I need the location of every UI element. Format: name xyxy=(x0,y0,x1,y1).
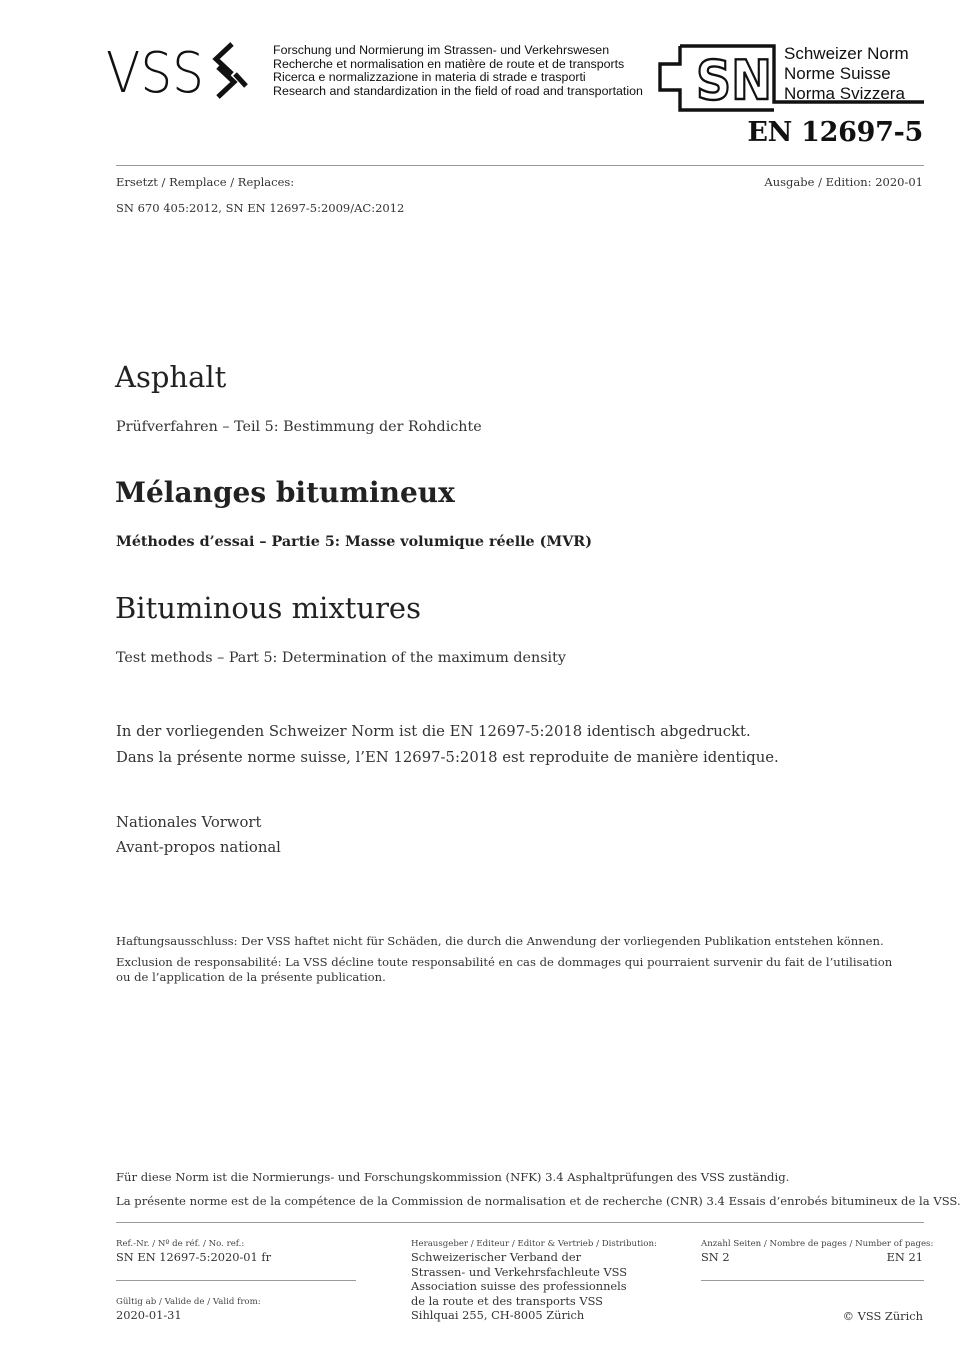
valid-label: Gültig ab / Valide de / Valid from: xyxy=(116,1297,261,1307)
subtitle-de: Prüfverfahren – Teil 5: Bestimmung der Rohdichte xyxy=(116,419,482,435)
sn-norm-label xyxy=(784,44,909,104)
vss-tagline xyxy=(273,44,643,98)
vss-tagline-line: Recherche et normalisation en matière de route et de transports xyxy=(273,56,625,71)
title-de: Asphalt xyxy=(115,360,227,394)
sn-line: Norma Svizzera xyxy=(784,84,905,103)
replaces-value: SN 670 405:2012, SN EN 12697-5:2009/AC:2012 xyxy=(116,201,405,215)
foreword-fr: Avant-propos national xyxy=(116,839,281,856)
footer-col1-divider xyxy=(116,1280,356,1281)
publisher-line: Strassen- und Verkehrsfachleute VSS xyxy=(411,1264,628,1279)
sn-line: Norme Suisse xyxy=(784,64,891,83)
vss-logo-letters: VSS xyxy=(106,42,204,100)
ref-label: Ref.-Nr. / Nº de réf. / No. ref.: xyxy=(116,1239,245,1249)
disclaimer-fr xyxy=(116,955,892,984)
ref-value: SN EN 12697-5:2020-01 fr xyxy=(116,1250,272,1264)
title-en: Bituminous mixtures xyxy=(115,591,421,625)
replaces-label: Ersetzt / Remplace / Replaces: xyxy=(116,175,295,189)
foreword-de: Nationales Vorwort xyxy=(116,814,262,831)
publisher-line: Sihlquai 255, CH-8005 Zürich xyxy=(411,1308,585,1323)
valid-value: 2020-01-31 xyxy=(116,1308,182,1322)
identical-note-fr: Dans la présente norme suisse, l’EN 12697-5:2018 est reproduite de manière identique. xyxy=(116,749,779,766)
identical-note-de: In der vorliegenden Schweizer Norm ist die EN 12697-5:2018 identisch abgedruckt. xyxy=(116,723,751,740)
standard-number: EN 12697-5 xyxy=(747,117,923,148)
subtitle-fr: Méthodes d’essai – Partie 5: Masse volumique réelle (MVR) xyxy=(116,534,592,550)
footer-divider xyxy=(116,1222,924,1223)
pages-label: Anzahl Seiten / Nombre de pages / Number of pages: xyxy=(701,1239,934,1249)
publisher-line: Association suisse des professionnels xyxy=(411,1279,627,1294)
committee-de: Für diese Norm ist die Normierungs- und Forschungskommission (NFK) 3.4 Asphaltprüfungen des VSS zuständig. xyxy=(116,1170,790,1184)
sn-line: Schweizer Norm xyxy=(784,44,909,63)
disclaimer-de: Haftungsausschluss: Der VSS haftet nicht für Schäden, die durch die Anwendung der vorliegenden Publikation entstehen können. xyxy=(116,934,884,948)
vss-tagline-line: Forschung und Normierung im Strassen- und Verkehrswesen xyxy=(273,43,610,57)
vss-tagline-line: Research and standardization in the field of road and transportation xyxy=(273,83,643,98)
disclaimer-fr-line: Exclusion de responsabilité: La VSS décline toute responsabilité en cas de dommages qui pourraient survenir du fait de l’utilisation xyxy=(116,955,893,969)
edition: Ausgabe / Edition: 2020-01 xyxy=(764,175,923,189)
committee-fr: La présente norme est de la compétence de la Commission de normalisation et de recherche (CNR) 3.4 Essais d’enrobés bitumineux de la VSS. xyxy=(116,1194,961,1208)
pages-sn: SN 2 xyxy=(701,1250,730,1264)
vss-tagline-line: Ricerca e normalizzazione in materia di strade e trasporti xyxy=(273,70,586,85)
publisher-address xyxy=(411,1250,627,1323)
copyright: © VSS Zürich xyxy=(842,1309,923,1323)
subtitle-en: Test methods – Part 5: Determination of the maximum density xyxy=(116,650,566,666)
vss-logo-graphic xyxy=(106,42,266,100)
header-divider xyxy=(116,165,924,166)
publisher-label: Herausgeber / Editeur / Editor & Vertrieb / Distribution: xyxy=(411,1239,657,1249)
pages-en: EN 21 xyxy=(886,1250,923,1264)
vss-logo xyxy=(106,42,266,104)
sn-logo-letters: SN xyxy=(696,49,772,112)
publisher-line: Schweizerischer Verband der xyxy=(411,1250,582,1264)
footer-col3-divider xyxy=(701,1280,924,1281)
title-fr: Mélanges bitumineux xyxy=(115,476,455,509)
disclaimer-fr-line: ou de l’application de la présente publication. xyxy=(116,969,386,984)
publisher-line: de la route et des transports VSS xyxy=(411,1293,603,1308)
